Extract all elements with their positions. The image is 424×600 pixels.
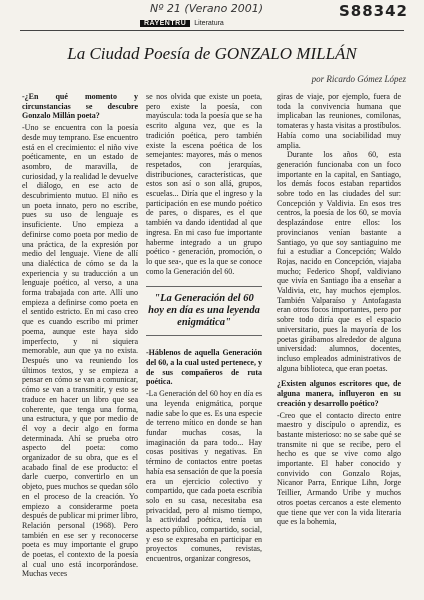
answer-paragraph: Durante los años 60, esta generación funcionaba con un foco importante en la capital, en Santiago, los demás focos estaban repartidos sobre todo en las ciudades del sur: Concepción y Valdivia. En esos tres centros, la poesía de los 60, se movía desplazándose entre ellos: los provincianos venían bastante a Santiago, yo que soy santiaguino me fui a estudiar a Concepción; Waldo Rojas, nacido en Concepción, viajaba mucho; Federico Shopf, valdiviano que vivía en Santiago iba a enseñar a Valdivia, etc, hay muchos ejemplos. También Valparaíso y Antofagasta eran otros focos importantes, pero por sobre todo diría que es el espacio universitario, pues la mayoría de los poetas girábamos alrededor de alguna universidad: alumnos, docentes, incluso empleados administrativos de alguna biblioteca, que eran poetas. [277, 150, 401, 373]
section-block-label: RAYENTRU [140, 20, 190, 27]
answer-paragraph: se nos olvida que existe un poeta, pero existe la poesía, con mayúscula: toda la poesía que se ha escrito alguna vez, que es la tradición poética, pero también existe la escena poética de los semejantes: mayores, más o menos respetados, con jerarquías, distribuciones, características, que estos son así o son allá, grupos, escuelas... Diría que el ingreso y la participación en ese mundo poético de pares, o dispares, es el que también va dando identidad al que ingresa. En mi caso fue importante haberme integrado a un grupo poético - generación, promoción, o lo que sea-, que es la que se conoce como la Generación del 60. [146, 92, 262, 276]
section-header [140, 20, 224, 27]
answer-paragraph: -Creo que el contacto directo entre maestro y discípulo o aprendiz, es bastante misterioso: no se sabe qué se transmite ni que se recibe, pero el hecho es que se vive como algo importante. El haber conocido y convivido con Gonzalo Rojas, Nicanor Parra, Enrique Lihn, Jorge Teillier, Armando Uribe y muchos otros poetas cercanos a este elemento que tiene que ver con la vida literaria que es la bohemia, [277, 410, 401, 527]
question-3: ¿Existen algunos escritores que, de alguna manera, influyeron en su creación y desarrollo poético? [277, 379, 401, 408]
archive-stamp-code: S88342 [339, 2, 408, 20]
article-title: La Ciudad Poesía de GONZALO MILLÁN [67, 44, 357, 63]
header-rule [20, 30, 404, 31]
question-1: -¿En qué momento y circunstancias se descubre Gonzalo Millán poeta? [22, 92, 138, 121]
column-1 [22, 92, 138, 579]
pull-quote: "La Generación del 60 hoy en día es una leyenda enigmática" [146, 286, 262, 336]
section-name: Literatura [194, 20, 224, 27]
question-2: -Háblenos de aquella Generación del 60, a la cual usted pertenece, y de sus compañeros de ruta poética. [146, 348, 262, 387]
handwritten-issue-note: Nº 21 (Verano 2001) [150, 2, 264, 15]
column-3 [277, 92, 401, 527]
answer-paragraph: -Uno se encuentra con la poesía desde muy temprano. Ese encuentro está en el crecimiento: el niño vive poéticamente, en un estado de asombro, de maravilla, de curiosidad, y la realidad le devuelve el diálogo, en ese acto de descubrimiento mutuo. El niño es un poeta innato, pero no escribe, pues su uso de lenguaje es insuficiente. Uno empieza a definirse como poeta por medio de una práctica, de la expresión por medio del lenguaje. Viene de allí una dialéctica de cómo se da la experiencia y su traducción a un lenguaje poético, al verso, a una forma trabajada con arte. Allí uno empieza a definirse como poeta en el sentido estricto. En mi caso creo que es cuando escribo mi primer poema, aunque este haya sido imperfecto, y ni siquiera memorable, aun que ya no exista. Después uno va reuniendo los últimos textos, y se empieza a pensar en cómo se van a comunicar, cómo se van a transmitir, y esto se traduce en hacer un libro que sea coherente, que tenga una forma, una estructura, y que por medio de él voy a decir algo en forma determinada. Ahí se prueba otro aspecto del poeta: como organizador de su obra, que es el acabado final de ese producto: el darle cuerpo, convertirlo en un objeto, pues muchos se quedan sólo en el proceso de la creación. Yo empiezo a considerarme poeta después de publicar mi primer libro, Relación personal (1968). Pero también en ese ser y reconocerse poeta es muy importante el grupo de poetas, el contexto de la poesía al cual uno está incorporándose. Muchas veces [22, 123, 138, 579]
answer-paragraph: giras de viaje, por ejemplo, fuera de toda la convivencia humana que implicaban las reuniones, comilonas, tomateras y hasta visitas a prostíbulos. Había como una sociabilidad muy amplia. [277, 92, 401, 150]
column-2 [146, 92, 262, 564]
answer-paragraph: -La Generación del 60 hoy en día es una leyenda enigmática, porque nadie sabe lo que es. Es una especie de terreno mítico en donde se han fundar muchas cosas, la imaginación da para todo... Hay cosas positivas y negativas. En término de contactos entre poetas había esa sensación de que la poesía era un ejercicio colectivo y compartido, que cada poeta escribía solo en su casa, necesitaba esa privacidad, pero al mismo tiempo, la actividad poética, tenía un aspecto público, compartido, social, y eso se expresaba en participar en proyectos comunes, revistas, encuentros, organizar congresos, [146, 389, 262, 564]
article-author: por Ricardo Gómez López [311, 74, 406, 84]
